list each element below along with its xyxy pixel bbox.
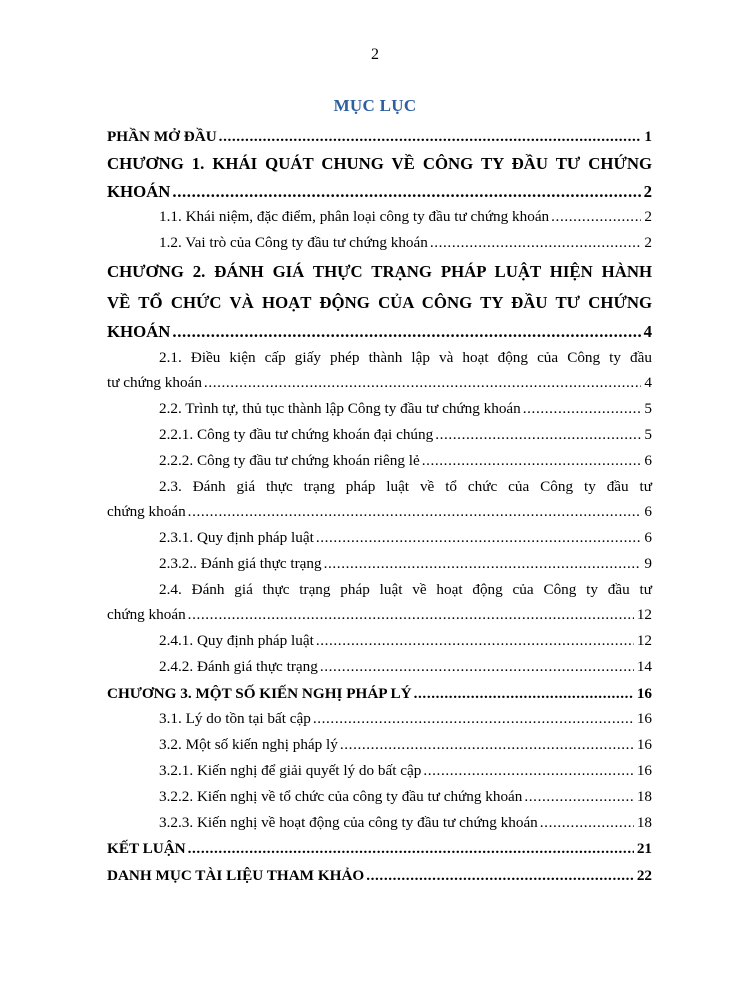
toc-entry-title-line: KHOÁN bbox=[107, 322, 171, 341]
toc-entry-title: 2.2.1. Công ty đầu tư chứng khoán đại chúng bbox=[159, 426, 434, 443]
dot-leader bbox=[366, 862, 634, 889]
toc-entry-page: 12 bbox=[636, 606, 652, 623]
dot-leader bbox=[316, 525, 642, 551]
toc-entry-section-3-2-1[interactable] bbox=[107, 758, 652, 784]
dot-leader bbox=[172, 179, 640, 204]
toc-entry-title: CHƯƠNG 3. MỘT SỐ KIẾN NGHỊ PHÁP LÝ bbox=[107, 685, 412, 702]
toc-entry-section-2-2-2[interactable] bbox=[107, 448, 652, 474]
toc-entry-title-line: VỀ TỔ CHỨC VÀ HOẠT ĐỘNG CỦA CÔNG TY ĐẦU TƯ CHỨNG bbox=[107, 293, 652, 312]
toc-entry-title: 3.2.1. Kiến nghị để giải quyết lý do bất cập bbox=[159, 762, 422, 779]
toc-entry-page: 6 bbox=[644, 452, 652, 469]
toc-entry-section-2-4[interactable] bbox=[107, 577, 652, 628]
toc-entry-page: 5 bbox=[644, 426, 652, 443]
toc-entry-page: 21 bbox=[636, 840, 652, 857]
toc-entry-title: 2.2.2. Công ty đầu tư chứng khoán riêng lẻ bbox=[159, 452, 420, 469]
dot-leader bbox=[414, 681, 634, 706]
dot-leader bbox=[219, 124, 642, 149]
toc-entry-page: 1 bbox=[644, 128, 652, 145]
toc-entry-section-2-4-1[interactable] bbox=[107, 628, 652, 654]
toc-entry-section-2-2[interactable] bbox=[107, 396, 652, 422]
dot-leader bbox=[324, 551, 642, 577]
dot-leader bbox=[204, 370, 641, 396]
page-number: 2 bbox=[371, 46, 379, 63]
toc-entry-title: 3.2.2. Kiến nghị về tổ chức của công ty đầu tư chứng khoán bbox=[159, 788, 523, 805]
toc-entry-page: 2 bbox=[644, 234, 652, 251]
toc-entry-chapter-2[interactable] bbox=[107, 256, 652, 345]
table-of-contents bbox=[107, 124, 652, 889]
dot-leader bbox=[423, 758, 633, 784]
toc-entry-title-line: CHƯƠNG 2. ĐÁNH GIÁ THỰC TRẠNG PHÁP LUẬT HIỆN HÀNH bbox=[107, 262, 652, 281]
toc-entry-title: 1.2. Vai trò của Công ty đầu tư chứng khoán bbox=[159, 234, 428, 251]
toc-entry-title: 3.2. Một số kiến nghị pháp lý bbox=[159, 736, 338, 753]
toc-entry-section-3-1[interactable] bbox=[107, 706, 652, 732]
dot-leader bbox=[551, 204, 641, 230]
toc-entry-section-2-4-2[interactable] bbox=[107, 654, 652, 680]
toc-entry-title-line: chứng khoán bbox=[107, 503, 186, 520]
toc-entry-title: 3.2.3. Kiến nghị về hoạt động của công ty đầu tư chứng khoán bbox=[159, 814, 538, 831]
toc-entry-title: 2.2. Trình tự, thủ tục thành lập Công ty đầu tư chứng khoán bbox=[159, 400, 521, 417]
dot-leader bbox=[188, 836, 634, 862]
toc-entry-section-3-2-3[interactable] bbox=[107, 810, 652, 836]
toc-entry-title-line: tư chứng khoán bbox=[107, 374, 202, 391]
toc-entry-page: 6 bbox=[644, 529, 652, 546]
toc-entry-section-1-1[interactable] bbox=[107, 204, 652, 230]
toc-entry-title-line: 2.4. Đánh giá thực trạng pháp luật về hoạt động của Công ty đầu tư bbox=[159, 581, 652, 598]
toc-entry-title: 2.3.1. Quy định pháp luật bbox=[159, 529, 314, 546]
toc-entry-introduction[interactable] bbox=[107, 124, 652, 149]
toc-entry-title-line: 2.3. Đánh giá thực trạng pháp luật về tổ chức của Công ty đầu tư bbox=[159, 478, 652, 495]
toc-entry-title: KẾT LUẬN bbox=[107, 840, 186, 857]
toc-entry-title-line: KHOÁN bbox=[107, 182, 171, 201]
toc-entry-page: 14 bbox=[636, 658, 652, 675]
toc-entry-page: 18 bbox=[636, 814, 652, 831]
toc-entry-conclusion[interactable] bbox=[107, 836, 652, 862]
toc-entry-section-1-2[interactable] bbox=[107, 230, 652, 256]
toc-entry-section-2-1[interactable] bbox=[107, 345, 652, 396]
toc-entry-page: 16 bbox=[636, 736, 652, 753]
toc-entry-title: 2.3.2.. Đánh giá thực trạng bbox=[159, 555, 322, 572]
toc-entry-title: 2.4.1. Quy định pháp luật bbox=[159, 632, 314, 649]
toc-entry-title: DANH MỤC TÀI LIỆU THAM KHẢO bbox=[107, 867, 365, 884]
toc-entry-page: 18 bbox=[636, 788, 652, 805]
dot-leader bbox=[172, 319, 640, 345]
toc-entry-page: 22 bbox=[636, 867, 652, 884]
toc-entry-title-line: CHƯƠNG 1. KHÁI QUÁT CHUNG VỀ CÔNG TY ĐẦU TƯ CHỨNG bbox=[107, 154, 652, 173]
toc-entry-page: 4 bbox=[643, 322, 652, 341]
toc-entry-chapter-1[interactable] bbox=[107, 149, 652, 204]
toc-entry-page: 16 bbox=[636, 685, 652, 702]
toc-entry-title-line: 2.1. Điều kiện cấp giấy phép thành lập và hoạt động của Công ty đầu bbox=[159, 349, 652, 366]
dot-leader bbox=[523, 396, 642, 422]
dot-leader bbox=[540, 810, 634, 836]
toc-entry-page: 2 bbox=[644, 208, 652, 225]
toc-entry-section-2-3-2[interactable] bbox=[107, 551, 652, 577]
toc-entry-references[interactable] bbox=[107, 862, 652, 889]
toc-entry-section-2-2-1[interactable] bbox=[107, 422, 652, 448]
toc-entry-page: 5 bbox=[644, 400, 652, 417]
toc-entry-section-3-2[interactable] bbox=[107, 732, 652, 758]
toc-entry-page: 12 bbox=[636, 632, 652, 649]
dot-leader bbox=[435, 422, 641, 448]
dot-leader bbox=[188, 499, 642, 525]
toc-entry-section-2-3-1[interactable] bbox=[107, 525, 652, 551]
toc-entry-title: PHẦN MỞ ĐẦU bbox=[107, 128, 217, 145]
toc-entry-chapter-3[interactable] bbox=[107, 681, 652, 706]
toc-entry-section-2-3[interactable] bbox=[107, 474, 652, 525]
toc-entry-page: 9 bbox=[644, 555, 652, 572]
toc-entry-section-3-2-2[interactable] bbox=[107, 784, 652, 810]
toc-entry-title: 3.1. Lý do tồn tại bất cập bbox=[159, 710, 311, 727]
dot-leader bbox=[430, 230, 642, 256]
toc-entry-page: 2 bbox=[643, 182, 652, 201]
dot-leader bbox=[340, 732, 634, 758]
toc-entry-page: 4 bbox=[644, 374, 652, 391]
toc-title: MỤC LỤC bbox=[333, 96, 417, 115]
dot-leader bbox=[316, 628, 634, 654]
toc-entry-page: 16 bbox=[636, 762, 652, 779]
dot-leader bbox=[188, 602, 634, 628]
toc-entry-page: 16 bbox=[636, 710, 652, 727]
dot-leader bbox=[524, 784, 633, 810]
dot-leader bbox=[320, 654, 634, 680]
dot-leader bbox=[313, 706, 634, 732]
toc-entry-title: 1.1. Khái niệm, đặc điểm, phân loại công ty đầu tư chứng khoán bbox=[159, 208, 550, 225]
toc-entry-title-line: chứng khoán bbox=[107, 606, 186, 623]
toc-entry-page: 6 bbox=[644, 503, 652, 520]
toc-entry-title: 2.4.2. Đánh giá thực trạng bbox=[159, 658, 318, 675]
dot-leader bbox=[422, 448, 642, 474]
